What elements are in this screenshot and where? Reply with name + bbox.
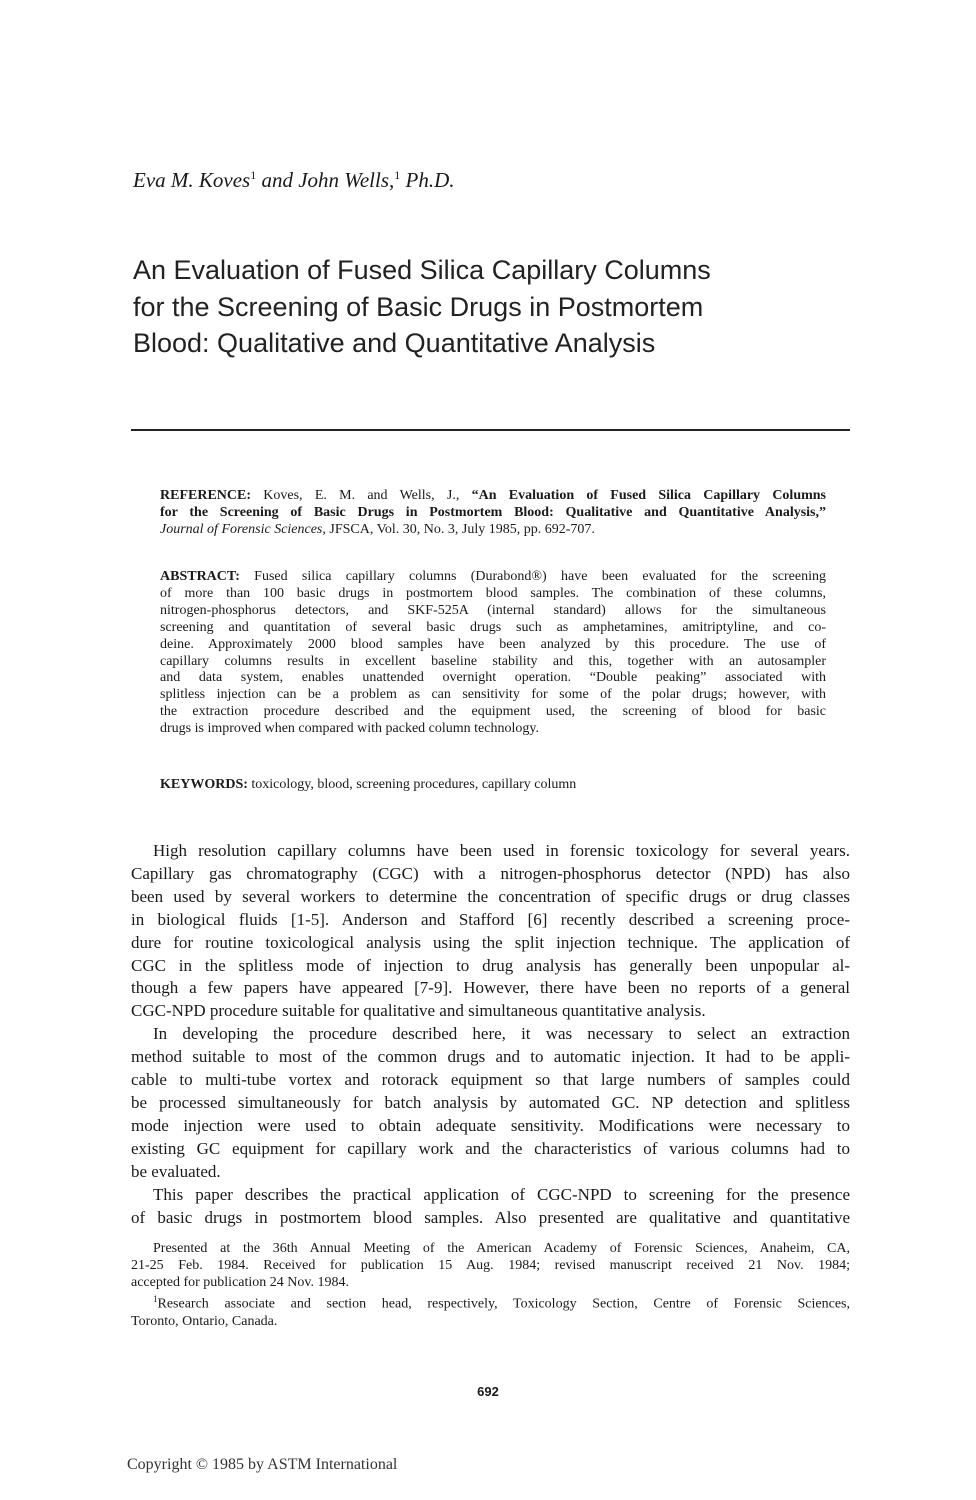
affiliation-text: Research associate and section head, respectively, Toxicology Section, Centre of Forensic Sciences, bbox=[157, 1297, 850, 1313]
author-degree: Ph.D. bbox=[400, 168, 455, 192]
abstract-line: capillary columns results in excellent baseline stability and this, together with an autosampler bbox=[160, 653, 826, 669]
body-line: Capillary gas chromatography (CGC) with a nitrogen-phosphorus detector (NPD) has also bbox=[131, 863, 850, 883]
reference-title-end: for the Screening of Basic Drugs in Postmortem Blood: Qualitative and Quantitative Analysis,” bbox=[160, 505, 826, 520]
abstract-line: of more than 100 basic drugs in postmortem blood samples. The combination of these columns, bbox=[160, 585, 826, 601]
body-line: been used by several workers to determine the concentration of specific drugs or drug classes bbox=[131, 886, 850, 906]
body-line: CGC in the splitless mode of injection to drug analysis has generally been unpopular al- bbox=[131, 955, 850, 975]
reference-authors: Koves, E. M. and Wells, J., bbox=[251, 488, 472, 503]
body-line: In developing the procedure described here, it was necessary to select an extraction bbox=[153, 1024, 850, 1044]
reference-citation: , JFSCA, Vol. 30, No. 3, July 1985, pp. 692-707. bbox=[322, 522, 595, 537]
body-line: existing GC equipment for capillary work and the characteristics of various columns had to bbox=[131, 1138, 850, 1158]
footnotes bbox=[131, 1241, 850, 1331]
reference-journal: Journal of Forensic Sciences bbox=[160, 522, 323, 537]
footnote-line: Presented at the 36th Annual Meeting of the American Academy of Forensic Sciences, Anaheim, CA, bbox=[153, 1241, 850, 1256]
body-line: dure for routine toxicological analysis using the split injection technique. The application of bbox=[131, 932, 850, 952]
paragraph bbox=[131, 1184, 850, 1230]
body-text bbox=[131, 840, 850, 1229]
paragraph bbox=[131, 1023, 850, 1183]
footnote-line: 21-25 Feb. 1984. Received for publication 15 Aug. 1984; revised manuscript received 21 Nov. 1984; bbox=[131, 1257, 850, 1273]
abstract-line: and data system, enables unattended overnight operation. “Double peaking” associated with bbox=[160, 670, 826, 686]
paragraph bbox=[131, 840, 850, 1023]
affiliation-line: Toronto, Ontario, Canada. bbox=[131, 1313, 278, 1329]
body-line: be evaluated. bbox=[131, 1161, 221, 1181]
abstract-block bbox=[160, 569, 826, 738]
body-line: CGC-NPD procedure suitable for qualitative and simultaneous quantitative analysis. bbox=[131, 1001, 706, 1021]
abstract-line: screening and quantitation of several basic drugs such as amphetamines, amitriptyline, and co- bbox=[160, 619, 826, 635]
body-line: method suitable to most of the common drugs and to automatic injection. It had to be appli- bbox=[131, 1047, 850, 1067]
title-line: for the Screening of Basic Drugs in Postmortem bbox=[133, 291, 704, 322]
body-line: be processed simultaneously for batch analysis by automated GC. NP detection and splitless bbox=[131, 1092, 850, 1112]
body-line: though a few papers have appeared [7-9]. However, there have been no reports of a general bbox=[131, 978, 850, 998]
page-number: 692 bbox=[477, 1384, 499, 1399]
reference-title-start: “An Evaluation of Fused Silica Capillary Columns bbox=[471, 488, 827, 503]
abstract-line: splitless injection can be a problem as can sensitivity for some of the polar drugs; however, with bbox=[160, 687, 826, 703]
abstract-line bbox=[160, 569, 826, 586]
abstract-line: the extraction procedure described and the equipment used, the screening of blood for basic bbox=[160, 704, 826, 720]
abstract-line: nitrogen-phosphorus detectors, and SKF-525A (internal standard) allows for the simultaneous bbox=[160, 602, 826, 618]
author-1: Eva M. Koves bbox=[133, 168, 251, 192]
reference-block bbox=[160, 487, 826, 538]
abstract-line: deine. Approximately 2000 blood samples have been analyzed by this procedure. The use of bbox=[160, 636, 826, 652]
body-line: in biological fluids [1-5]. Anderson and Stafford [6] recently described a screening proce- bbox=[131, 909, 850, 929]
keywords-text: toxicology, blood, screening procedures, capillary column bbox=[247, 777, 577, 792]
title-line: Blood: Qualitative and Quantitative Analysis bbox=[133, 328, 656, 358]
footnote-line: accepted for publication 24 Nov. 1984. bbox=[131, 1274, 349, 1290]
abstract-line: drugs is improved when compared with packed column technology. bbox=[160, 721, 539, 737]
copyright-notice: Copyright © 1985 by ASTM International bbox=[127, 1456, 398, 1473]
body-line: mode injection were used to obtain adequate sensitivity. Modifications were necessary to bbox=[131, 1115, 850, 1135]
body-line: cable to multi-tube vortex and rotorack equipment so that large numbers of samples could bbox=[131, 1070, 850, 1090]
author-1-footnote-mark: 1 bbox=[250, 168, 257, 182]
paper-title bbox=[133, 252, 711, 362]
reference-line-3 bbox=[160, 521, 826, 538]
body-line: of basic drugs in postmortem blood samples. Also presented are qualitative and quantitative bbox=[131, 1207, 850, 1227]
abstract-label: ABSTRACT: bbox=[160, 569, 240, 584]
authors bbox=[133, 168, 455, 193]
body-line: High resolution capillary columns have been used in forensic toxicology for several years. bbox=[153, 841, 850, 860]
title-divider bbox=[131, 429, 850, 431]
body-line: This paper describes the practical application of CGC-NPD to screening for the presence bbox=[153, 1184, 850, 1204]
affiliation-line bbox=[131, 1291, 850, 1313]
reference-line-1 bbox=[160, 487, 826, 504]
title-line: An Evaluation of Fused Silica Capillary Columns bbox=[133, 255, 711, 285]
author-2-footnote-mark: 1 bbox=[394, 168, 401, 182]
keywords bbox=[160, 777, 576, 793]
keywords-label: KEYWORDS: bbox=[160, 777, 248, 792]
footnote-mark: 1 bbox=[153, 1294, 158, 1305]
reference-label: REFERENCE: bbox=[160, 488, 252, 503]
abstract-first-line: Fused silica capillary columns (Durabond®) have been evaluated for the screening bbox=[239, 569, 826, 584]
author-2: and John Wells, bbox=[256, 168, 395, 192]
